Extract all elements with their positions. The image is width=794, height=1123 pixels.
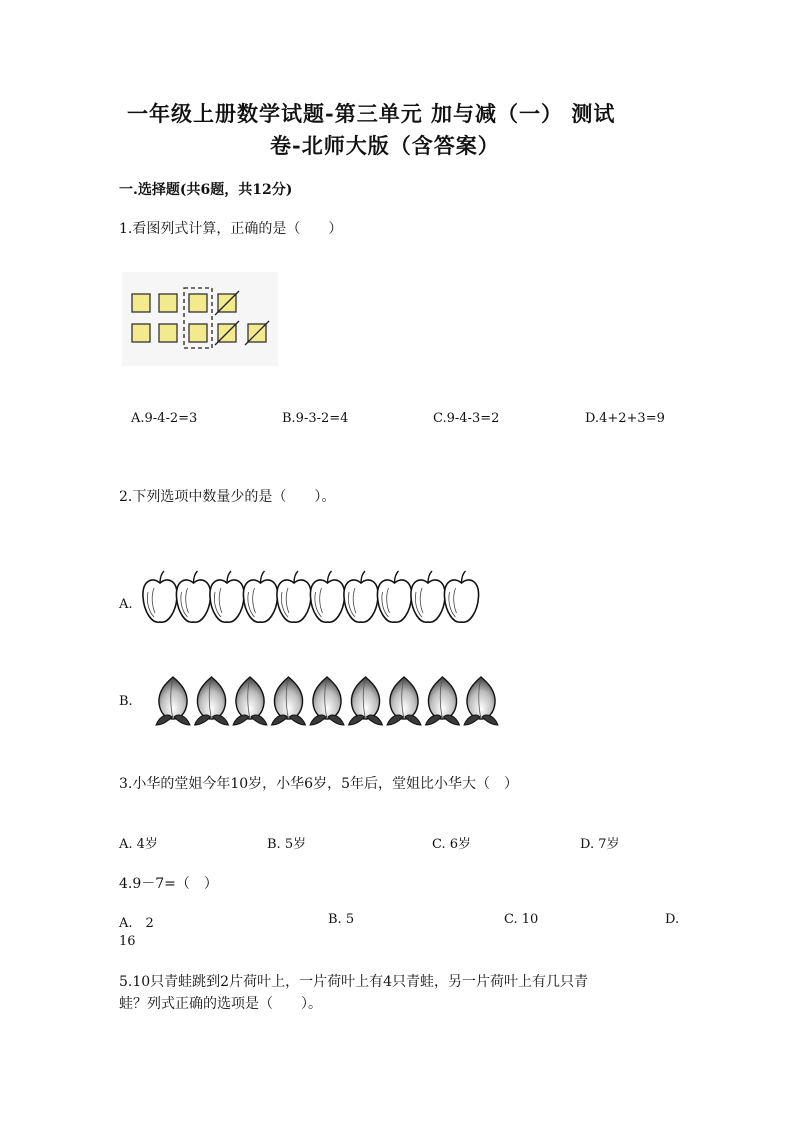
q4-option-c[interactable]: C. 10: [504, 912, 539, 927]
apple-icon: [277, 571, 311, 622]
apple-icon: [210, 571, 244, 622]
apple-icon: [143, 571, 177, 622]
square: [159, 324, 177, 342]
square: [132, 324, 150, 342]
apple-icon: [444, 571, 478, 622]
q3-option-d[interactable]: D. 7岁: [580, 837, 620, 852]
q1-option-a[interactable]: A.9-4-2=3: [131, 411, 198, 426]
q1-option-d[interactable]: D.4+2+3=9: [585, 411, 665, 426]
square: [159, 294, 177, 312]
apple-icon: [243, 571, 277, 622]
square: [189, 324, 207, 342]
peach-icon: [387, 677, 421, 725]
q4-option-a[interactable]: A. 2: [119, 916, 154, 931]
q4-option-d[interactable]: D.: [665, 912, 680, 927]
square: [189, 294, 207, 312]
peach-icon: [233, 677, 267, 725]
peach-icon: [272, 677, 306, 725]
question-5-text-line-1: 5.10只青蛙跳到2片荷叶上，一片荷叶上有4只青蛙，另一片荷叶上有几只青: [119, 974, 588, 990]
q2-option-a[interactable]: A.: [119, 597, 133, 612]
question-5-text-line-2: 蛙？列式正确的选项是（ ）。: [119, 996, 322, 1012]
q1-option-c[interactable]: C.9-4-3=2: [433, 411, 500, 426]
square: [132, 294, 150, 312]
q1-option-b[interactable]: B.9-3-2=4: [282, 411, 349, 426]
question-1-text: 1.看图列式计算，正确的是（ ）: [119, 221, 343, 237]
peach-icon: [464, 677, 498, 725]
section-heading: 一.选择题(共6题，共12分): [119, 182, 293, 198]
q4-option-b[interactable]: B. 5: [328, 912, 355, 927]
q4-option-d-value: 16: [119, 934, 136, 949]
title-line-1: 一年级上册数学试题-第三单元 加与减（一） 测试: [127, 101, 616, 126]
peach-icon: [426, 677, 460, 725]
apple-icon: [344, 571, 378, 622]
q2-option-b[interactable]: B.: [119, 694, 133, 709]
peach-icon: [156, 677, 190, 725]
apple-icon: [310, 571, 344, 622]
peach-icon: [310, 677, 344, 725]
apple-icon: [411, 571, 445, 622]
apple-icon: [377, 571, 411, 622]
q3-option-b[interactable]: B. 5岁: [267, 837, 307, 852]
q2-apples-figure: [140, 570, 480, 628]
question-2-text: 2.下列选项中数量少的是（ ）。: [119, 489, 336, 505]
question-4-text: 4.9－7=（ ）: [119, 876, 218, 892]
question-3-text: 3.小华的堂姐今年10岁，小华6岁，5年后，堂姐比小华大（ ）: [119, 776, 518, 792]
q3-option-a[interactable]: A. 4岁: [119, 837, 158, 852]
q2-peaches-figure: [150, 675, 510, 727]
q3-option-c[interactable]: C. 6岁: [432, 837, 472, 852]
peach-icon: [195, 677, 229, 725]
apple-icon: [176, 571, 210, 622]
title-line-2: 卷-北师大版（含答案）: [270, 133, 500, 158]
question-1-squares-figure: [122, 272, 278, 366]
peach-icon: [349, 677, 383, 725]
